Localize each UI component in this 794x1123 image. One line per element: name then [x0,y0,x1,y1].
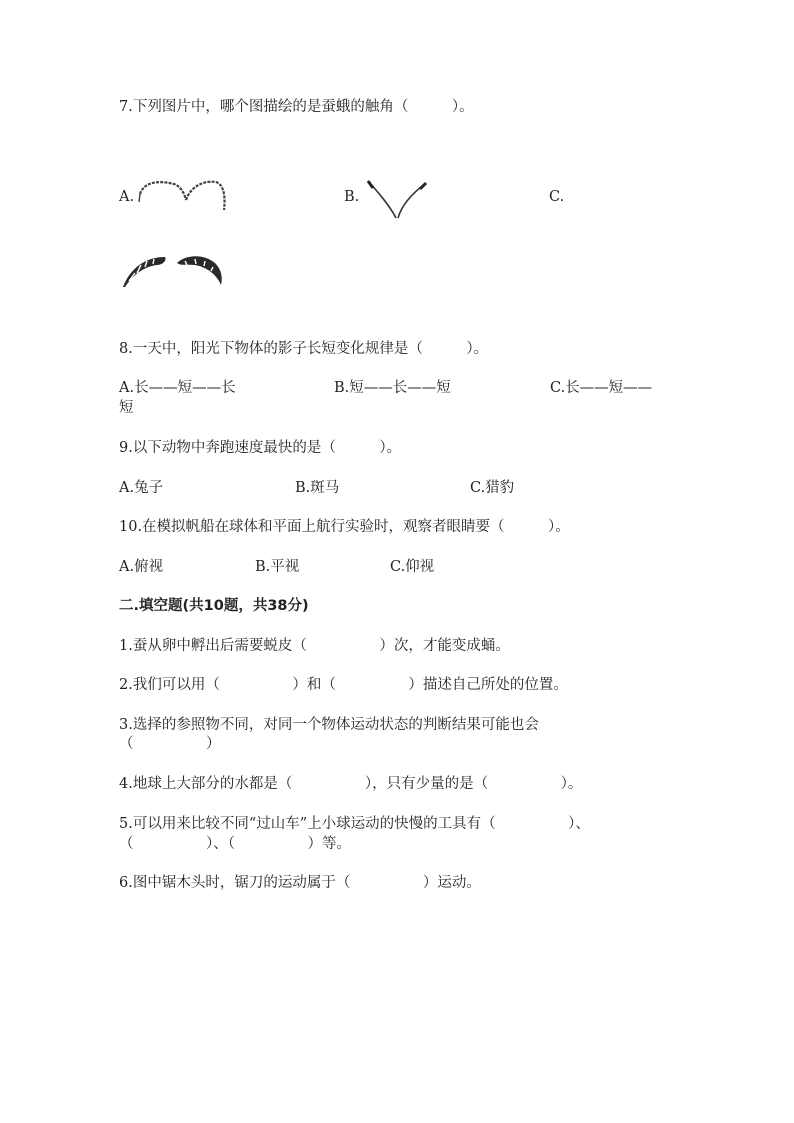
fill-question-5: 5.可以用来比较不同“过山车”上小球运动的快慢的工具有（ ）、 [119,816,590,832]
question-10-text: 10.在模拟帆船在球体和平面上航行实验时，观察者眼睛要（ ）。 [119,519,570,535]
q7-option-a-label: A. [119,189,135,205]
question-9-text: 9.以下动物中奔跑速度最快的是（ ）。 [119,440,402,456]
q9-option-c: C.猎豹 [470,480,515,496]
q9-option-b: B.斑马 [295,480,340,496]
q8-option-b: B.短——长——短 [334,380,451,396]
question-7-text: 7.下列图片中，哪个图描绘的是蚕蛾的触角（ ）。 [119,99,474,115]
q8-option-c: C.长——短—— [550,380,653,396]
q7-option-c-label: C. [549,189,565,205]
antenna-thin-icon [364,178,430,220]
section-2-heading: 二.填空题(共10题，共38分) [119,598,309,614]
q9-option-a: A.兔子 [119,480,164,496]
q10-option-a: A.俯视 [119,559,164,575]
q10-option-c: C.仰视 [390,559,435,575]
q10-option-b: B.平视 [255,559,300,575]
question-8-text: 8.一天中，阳光下物体的影子长短变化规律是（ ）。 [119,341,489,357]
q8-option-a: A.长——短——长 [119,380,236,396]
antenna-curved-icon [136,176,230,214]
antenna-feathered-icon [121,251,225,291]
q8-option-c-continued: 短 [119,400,134,416]
fill-question-3: 3.选择的参照物不同，对同一个物体运动状态的判断结果可能也会 [119,717,539,733]
fill-question-6: 6.图中锯木头时，锯刀的运动属于（ ）运动。 [119,875,481,891]
fill-question-1: 1.蚕从卵中孵出后需要蜕皮（ ）次，才能变成蛹。 [119,638,510,654]
fill-question-5-continued: （ ）、（ ）等。 [119,836,351,852]
fill-question-3-continued: （ ） [119,736,221,752]
fill-question-4: 4.地球上大部分的水都是（ ），只有少量的是（ ）。 [119,776,583,792]
fill-question-2: 2.我们可以用（ ）和（ ）描述自己所处的位置。 [119,677,568,693]
q7-option-b-label: B. [344,189,360,205]
